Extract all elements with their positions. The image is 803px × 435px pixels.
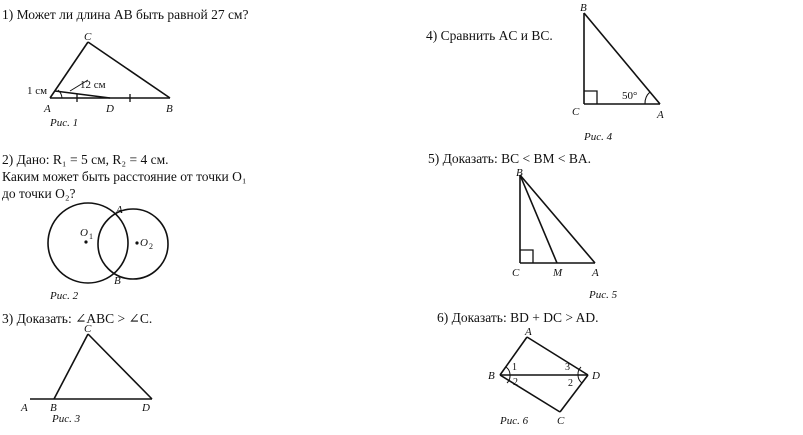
fig2-label-a: A <box>116 204 123 216</box>
fig1-measure-1cm: 1 см <box>27 85 48 97</box>
figure-6-quadrilateral <box>500 337 588 412</box>
figure-2-center-o1-dot <box>84 240 87 243</box>
problem-4-text: 4) Сравнить AC и BC. <box>426 28 553 43</box>
figure-4-caption: Рис. 4 <box>584 131 613 143</box>
fig5-label-c: C <box>512 267 520 279</box>
fig5-label-m: M <box>553 267 563 279</box>
figure-3-caption: Рис. 3 <box>52 413 81 425</box>
fig6-angle-2: 2 <box>513 377 518 388</box>
fig4-label-c: C <box>572 106 580 118</box>
fig1-label-a: A <box>44 103 51 115</box>
figure-5-caption: Рис. 5 <box>589 289 618 301</box>
problem-2-text-line2: Каким может быть расстояние от точки O₁ <box>2 169 247 184</box>
figure-6-caption: Рис. 6 <box>500 415 529 427</box>
fig2-label-o1-sub: 1 <box>89 232 93 241</box>
fig2-label-o2-sub: 2 <box>149 242 153 251</box>
fig6-angle-3: 3 <box>565 362 570 373</box>
fig3-label-a: A <box>21 402 28 414</box>
fig5-label-b: B <box>516 167 523 179</box>
fig4-label-b: B <box>580 2 587 14</box>
fig2-label-o1: O <box>80 227 88 239</box>
figure-5-triangle <box>520 175 595 263</box>
problem-5-text: 5) Доказать: BC < BM < BA. <box>428 151 591 166</box>
fig6-angle-1: 1 <box>512 362 517 373</box>
figure-1-triangle <box>50 42 170 102</box>
fig1-label-b: B <box>166 103 173 115</box>
fig1-measure-12cm: 12 см <box>80 79 106 91</box>
fig4-angle-label: 50° <box>622 90 638 102</box>
fig1-label-c: C <box>84 31 92 43</box>
fig5-label-a: A <box>592 267 599 279</box>
fig3-label-b: B <box>50 402 57 414</box>
fig4-label-a: A <box>657 109 664 121</box>
fig6-label-d: D <box>592 370 600 382</box>
problem-6-text: 6) Доказать: BD + DC > AD. <box>437 310 599 325</box>
fig6-label-b: B <box>488 370 495 382</box>
fig3-label-d: D <box>142 402 150 414</box>
problem-3-text: 3) Доказать: ∠ABC > ∠C. <box>2 311 153 326</box>
fig6-label-c: C <box>557 415 565 427</box>
figure-3-triangle <box>30 334 152 399</box>
problem-1-text: 1) Может ли длина AB быть равной 27 см? <box>2 7 249 22</box>
problem-2-text-line3: до точки O₂? <box>2 186 76 201</box>
figure-2-caption: Рис. 2 <box>50 290 79 302</box>
figure-2-center-o2-dot <box>135 241 138 244</box>
fig1-label-d: D <box>106 103 114 115</box>
fig3-label-c: C <box>84 323 92 335</box>
fig6-label-a: A <box>525 326 532 338</box>
figure-1-caption: Рис. 1 <box>50 117 79 129</box>
fig2-label-b: B <box>114 275 121 287</box>
fig6-angle-4: 2 <box>568 378 573 389</box>
problem-2-text: 2) Дано: R₁ = 5 см, R₂ = 4 см. <box>2 152 169 167</box>
fig2-label-o2: O <box>140 237 148 249</box>
